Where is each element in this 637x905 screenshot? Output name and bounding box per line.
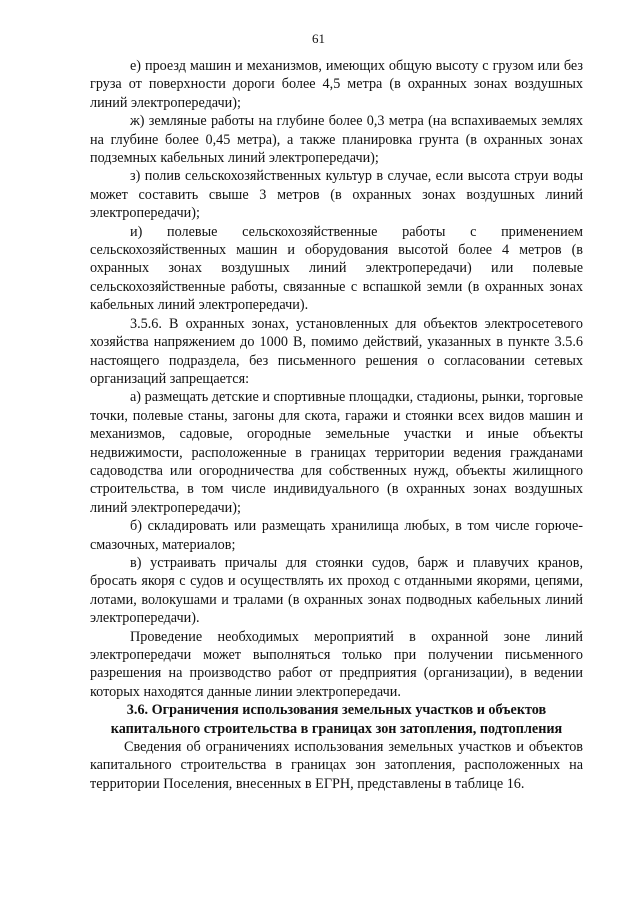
document-body [90, 57, 583, 793]
paragraph-item-zh: ж) земляные работы на глубине более 0,3 метра (на вспахиваемых землях на глубине более 0,45 метра), а также планировка грунта (в охранных зонах подземных кабельных линий электропередачи); [90, 113, 583, 167]
paragraph-item-a: а) размещать детские и спортивные площадки, стадионы, рынки, торговые точки, полевые станы, загоны для скота, гаражи и стоянки всех видов машин и механизмов, садовые, огородные земельные участки и иные объекты недвижимости, расположенные в границах территории ведения гражданами садоводства или огородничества для собственных нужд, объекты жилищного строительства, в том числе индивидуального (в охранных зонах воздушных линий электропередачи); [90, 389, 583, 516]
paragraph-clause-3-5-6: 3.5.6. В охранных зонах, установленных для объектов электросетевого хозяйства напряжением до 1000 В, помимо действий, указанных в пункте 3.5.6 настоящего подраздела, без письменного решения о согласовании сетевых организаций запрещается: [90, 315, 583, 387]
paragraph-item-i: и) полевые сельскохозяйственные работы с применением сельскохозяйственных машин и оборудования высотой более 4 метров (в охранных зонах воздушных линий электропередачи) или полевые сельскохозяйственные работы, связанные с вспашкой земли (в охранных зонах кабельных линий электропередачи). [90, 223, 583, 314]
section-heading: 3.6. Ограничения использования земельных участков и объектов капитального строительства в границах зон затопления, подтопления [110, 702, 563, 737]
paragraph-measures: Проведение необходимых мероприятий в охранной зоне линий электропередачи может выполняться только при получении письменного разрешения на производство работ от предприятия (организации), в ведении которых находятся данные линии электропередачи. [90, 628, 583, 700]
paragraph-item-b: б) складировать или размещать хранилища любых, в том числе горюче-смазочных, материалов; [90, 518, 583, 553]
page-number: 61 [312, 31, 325, 46]
paragraph-item-e: е) проезд машин и механизмов, имеющих общую высоту с грузом или без груза от поверхности дороги более 4,5 метра (в охранных зонах воздушных линий электропередачи); [90, 58, 583, 111]
paragraph-closing: Сведения об ограничениях использования земельных участков и объектов капитального строительства в границах зон затопления, расположенных на территории Поселения, внесенных в ЕГРН, представлены в таблице 16. [90, 739, 583, 792]
paragraph-item-z: з) полив сельскохозяйственных культур в случае, если высота струи воды может составить свыше 3 метров (в охранных зонах воздушных линий электропередачи); [90, 168, 583, 222]
paragraph-item-v: в) устраивать причалы для стоянки судов, барж и плавучих кранов, бросать якоря с судов и осуществлять их проход с отданными якорями, цепями, лотами, волокушами и тралами (в охранных зонах подводных кабельных линий электропередачи). [90, 554, 583, 627]
